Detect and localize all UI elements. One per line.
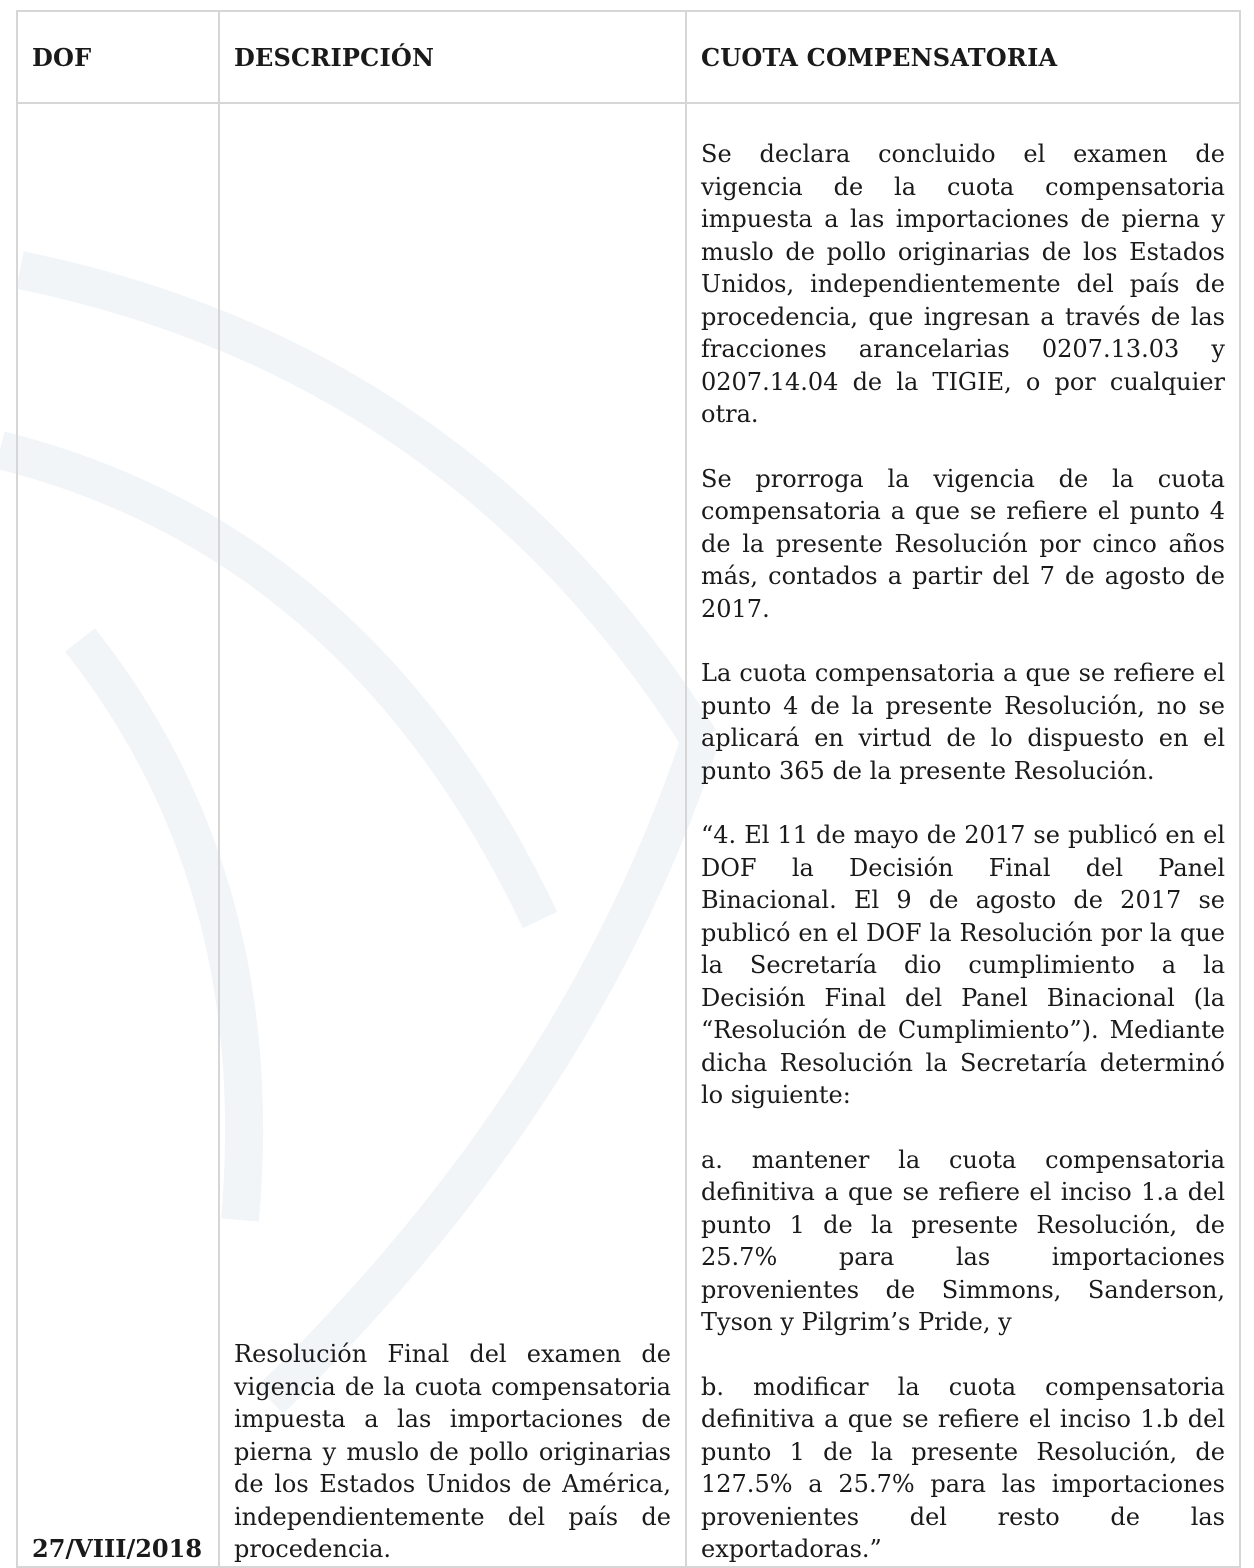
header-dof: DOF (17, 11, 219, 103)
dof-date-cell: 27/VIII/2018 (17, 103, 219, 1567)
cuota-paragraph-5: a. mantener la cuota compensatoria definitiva a que se refiere el inciso 1.a del punto 1 de la presente Resolución, de 25.7% para las importaciones provenientes de Simmons, Sanderson, Tyson y Pilgrim’s Pride, y (701, 1145, 1225, 1336)
table-row (17, 103, 1240, 1567)
cuota-paragraph-1: Se declara concluido el examen de vigencia de la cuota compensatoria impuesta a las importaciones de pierna y muslo de pollo originarias de los Estados Unidos, independientemente del país de procedencia, que ingresan a través de las fracciones arancelarias 0207.13.03 y 0207.14.04 de la TIGIE, o por cualquier otra. (701, 140, 1225, 428)
description-cell: Resolución Final del examen de vigencia de la cuota compensatoria impuesta a las importaciones de pierna y muslo de pollo originarias de los Estados Unidos de América, independientemente del país de procedencia. (219, 103, 686, 1567)
cuota-paragraph-3: La cuota compensatoria a que se refiere el punto 4 de la presente Resolución, no se aplicará en virtud de lo dispuesto en el punto 365 de la presente Resolución. (701, 659, 1225, 785)
header-cuota-compensatoria: CUOTA COMPENSATORIA (686, 11, 1240, 103)
header-descripcion: DESCRIPCIÓN (219, 11, 686, 103)
cuota-paragraph-4: “4. El 11 de mayo de 2017 se publicó en el DOF la Decisión Final del Panel Binacional. El 9 de agosto de 2017 se publicó en el DOF la Resolución por la que la Secretaría dio cumplimiento a la Decisión Final del Panel Binacional (la “Resolución de Cumplimiento”). Mediante dicha Resolución la Secretaría determinó lo siguiente: (701, 821, 1225, 1109)
cuota-compensatoria-cell (686, 103, 1240, 1567)
cuota-paragraph-2: Se prorroga la vigencia de la cuota compensatoria a que se refiere el punto 4 de la presente Resolución por cinco años más, contados a partir del 7 de agosto de 2017. (701, 464, 1225, 623)
table-header-row (17, 11, 1240, 103)
cuota-paragraph-6: b. modificar la cuota compensatoria definitiva a que se refiere el inciso 1.b del punto 1 de la presente Resolución, de 127.5% a 25.7% para las importaciones provenientes del resto de las exportadoras.” (701, 1372, 1225, 1563)
resolution-table (16, 10, 1241, 1568)
